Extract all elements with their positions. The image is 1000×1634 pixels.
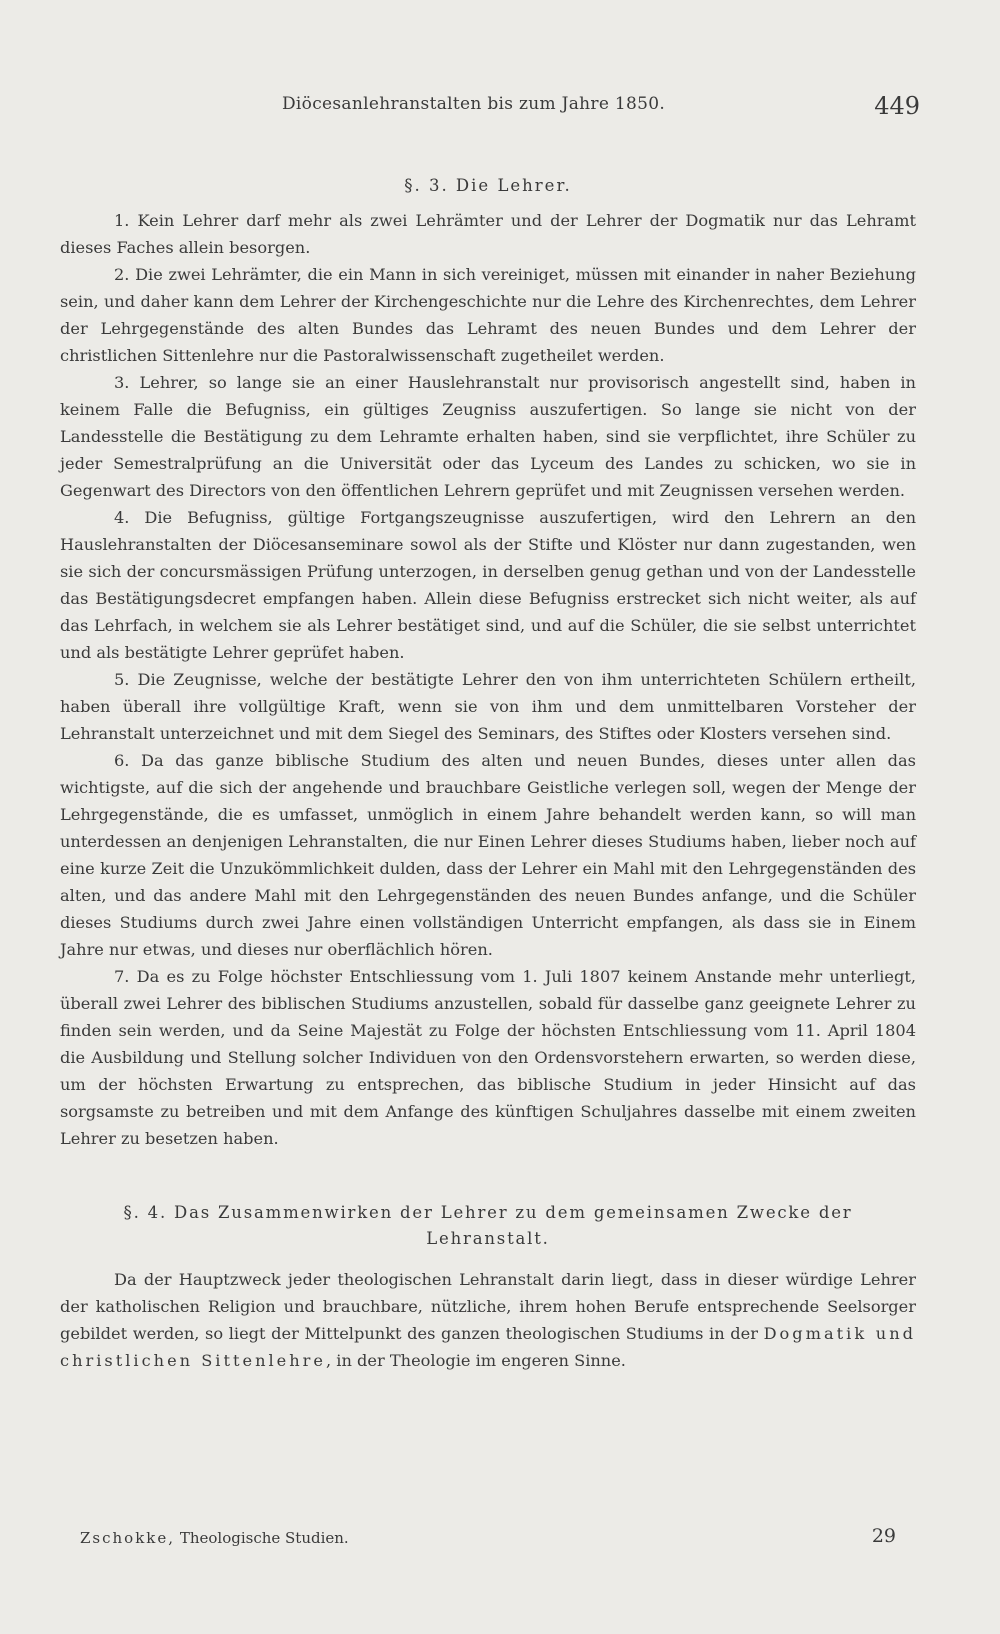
page-number: 449	[874, 92, 920, 120]
paragraph-5: 5. Die Zeugnisse, welche der bestätigte Lehrer den von ihm unterrichteten Schülern ertheilt, haben überall ihre vollgültige Kraft, wenn sie von ihm und dem unmittelbaren Vorsteher der Lehranstalt unterzeichnet und mit dem Siegel des Seminars, des Stiftes oder Klosters versehen sind.	[60, 670, 916, 743]
section-4-emphasis: Dogmatik und christlichen Sittenlehre	[60, 1324, 916, 1370]
running-title: Diöcesanlehranstalten bis zum Jahre 1850.	[282, 94, 666, 114]
paragraph-4: 4. Die Befugniss, gültige Fortgangszeugnisse auszufertigen, wird den Lehrern an den Hauslehranstalten der Diöcesanseminare sowol als der Stifte und Klöster nur dann zugestanden, wen sie sich der concursmässigen Prüfung unterzogen, in derselben genug gethan und von der Landesstelle das Bestätigungsdecret empfangen haben. Allein diese Befugniss erstrecket sich nicht weiter, als auf das Lehrfach, in welchem sie als Lehrer bestätiget sind, und auf die Schüler, die sie selbst unterrichtet und als bestätigte Lehrer geprüfet haben.	[60, 508, 916, 662]
footer-author: Zschokke,	[80, 1529, 176, 1547]
footer-citation	[80, 1529, 349, 1547]
section-4-heading: §. 4. Das Zusammenwirken der Lehrer zu dem gemeinsamen Zwecke der Lehranstalt.	[123, 1203, 853, 1248]
running-head	[60, 92, 920, 132]
footer-work: Theologische Studien.	[179, 1529, 349, 1547]
paragraph-6: 6. Da das ganze biblische Studium des alten und neuen Bundes, dieses unter allen das wichtigste, auf die sich der angehende und brauchbare Geistliche verlegen soll, wegen der Menge der Lehrgegenstände, die es umfasset, unmöglich in einem Jahre behandelt werden kann, so will man unterdessen an denjenigen Lehranstalten, die nur Einen Lehrer dieses Studiums haben, lieber noch auf eine kurze Zeit die Unzukömmlichkeit dulden, dass der Lehrer ein Mahl mit den Lehrgegenständen des alten, und das andere Mahl mit den Lehrgegenständen des neuen Bundes anfange, und die Schüler dieses Studiums durch zwei Jahre einen vollständigen Unterricht empfangen, als dass sie in Einem Jahre nur etwas, und dieses nur oberflächlich hören.	[60, 751, 916, 959]
section-3-heading: §. 3. Die Lehrer.	[404, 176, 572, 195]
footer	[60, 1525, 916, 1555]
paragraph-1: 1. Kein Lehrer darf mehr als zwei Lehrämter und der Lehrer der Dogmatik nur das Lehramt dieses Faches allein besorgen.	[60, 211, 916, 257]
paragraph-3: 3. Lehrer, so lange sie an einer Hauslehranstalt nur provisorisch angestellt sind, haben in keinem Falle die Befugniss, ein gültiges Zeugniss auszufertigen. So lange sie nicht von der Landesstelle die Bestätigung zu dem Lehramte erhalten haben, sind sie verpflichtet, ihre Schüler zu jeder Semestralprüfung an die Universität oder das Lyceum des Landes zu schicken, wo sie in Gegenwart des Directors von den öffentlichen Lehrern geprüfet und mit Zeugnissen versehen werden.	[60, 373, 916, 500]
paragraph-2: 2. Die zwei Lehrämter, die ein Mann in sich vereiniget, müssen mit einander in naher Beziehung sein, und daher kann dem Lehrer der Kirchengeschichte nur die Lehre des Kirchenrechtes, dem Lehrer der Lehrgegenstände des alten Bundes das Lehramt des neuen Bundes und dem Lehrer der christlichen Sittenlehre nur die Pastoralwissenschaft zugetheilet werden.	[60, 265, 916, 365]
paragraph-7: 7. Da es zu Folge höchster Entschliessung vom 1. Juli 1807 keinem Anstande mehr unterliegt, überall zwei Lehrer des biblischen Studiums anzustellen, sobald für dasselbe ganz geeignete Lehrer zu finden sein werden, und da Seine Majestät zu Folge der höchsten Entschliessung vom 11. April 1804 die Ausbildung und Stellung solcher Individuen von den Ordensvorstehern erwarten, so werden diese, um der höchsten Erwartung zu entsprechen, das biblische Studium in jeder Hinsicht auf das sorgsamste zu betreiben und mit dem Anfange des künftigen Schuljahres dasselbe mit einem zweiten Lehrer zu besetzen haben.	[60, 967, 916, 1148]
signature-mark: 29	[871, 1525, 896, 1547]
section-4-text-after: , in der Theologie im engeren Sinne.	[326, 1351, 626, 1370]
section-4-text-before: Da der Hauptzweck jeder theologischen Lehranstalt darin liegt, dass in dieser würdige Lehrer der katholischen Religion und brauchbare, nützliche, ihrem hohen Berufe entsprechende Seelsorger gebildet werden, so liegt der Mittelpunkt des ganzen theologischen Studiums in der	[60, 1270, 916, 1343]
body-text	[60, 172, 916, 1374]
section-4-paragraph	[60, 1266, 916, 1374]
